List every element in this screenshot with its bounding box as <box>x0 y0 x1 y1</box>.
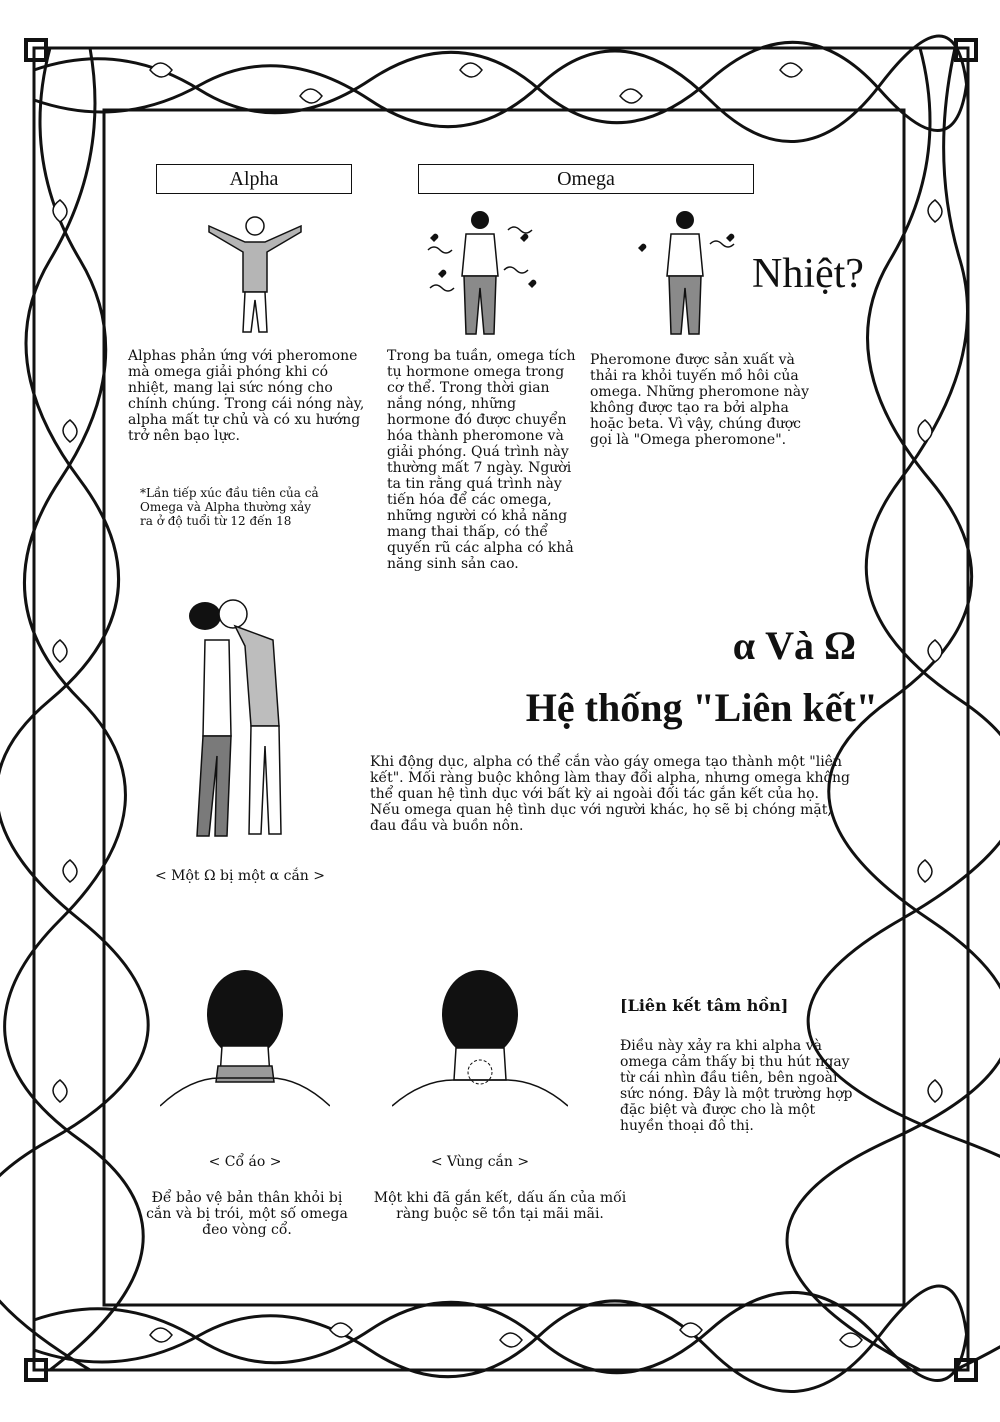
heat-title: Nhiệt? <box>752 251 864 297</box>
omega-figure-hearts <box>420 208 540 338</box>
omega-figure <box>630 208 740 338</box>
alpha-heat-text: Alphas phản ứng với pheromone mà omega giải phóng khi có nhiệt, mang lại sức nóng cho chính chúng. Trong cái nóng này, alpha mất tự chủ và có xu hướng trở nên bạo lực. <box>128 348 365 444</box>
bite-area-caption: < Vùng cắn > <box>430 1154 530 1170</box>
bite-area-text: Một khi đã gắn kết, dấu ấn của mối ràng buộc sẽ tồn tại mãi mãi. <box>373 1190 627 1222</box>
pheromone-text: Pheromone được sản xuất và thải ra khỏi tuyến mồ hôi của omega. Những pheromone này không được tạo ra bởi alpha hoặc beta. Vì vậy, chúng được gọi là "Omega pheromone". <box>590 352 810 448</box>
collar-neck-figure <box>160 966 330 1108</box>
soul-bond-title: [Liên kết tâm hồn] <box>620 996 789 1015</box>
collar-caption: < Cổ áo > <box>208 1154 282 1170</box>
alpha-figure <box>205 212 305 338</box>
bond-title-symbols: α Và Ω <box>732 623 856 668</box>
alpha-label: Alpha <box>156 164 352 194</box>
collar-text: Để bảo vệ bản thân khỏi bị cắn và bị trói, một số omega đeo vòng cổ. <box>146 1190 348 1238</box>
bite-caption: < Một Ω bị một α cắn > <box>154 868 326 884</box>
bite-figures <box>185 596 295 846</box>
bond-title: Hệ thống "Liên kết" <box>525 685 878 730</box>
first-contact-note: *Lần tiếp xúc đầu tiên của cả Omega và Alpha thường xảy ra ở độ tuổi từ 12 đến 18 <box>140 486 319 528</box>
soul-bond-text: Điều này xảy ra khi alpha và omega cảm thấy bị thu hút ngay từ cái nhìn đầu tiên, bên ngoài sức nóng. Đây là một trường hợp đặc biệt và được cho là một huyền thoại đô thị. <box>620 1038 853 1134</box>
bite-area-neck-figure <box>392 966 568 1108</box>
bond-text: Khi động dục, alpha có thể cắn vào gáy omega tạo thành một "liên kết". Mối ràng buộc không làm thay đổi alpha, nhưng omega không thể quan hệ tình dục với bất kỳ ai ngoài đối tác gắn kết của họ. Nếu omega quan hệ tình dục với người khác, họ sẽ bị chóng mặt, đau đầu và buồn nôn. <box>370 754 850 834</box>
omega-heat-text: Trong ba tuần, omega tích tụ hormone omega trong cơ thể. Trong thời gian nắng nóng, những hormone đó được chuyển hóa thành pheromone và giải phóng. Quá trình này thường mất 7 ngày. Người ta tin rằng quá trình này tiến hóa để các omega, những người có khả năng mang thai thấp, có thể quyến rũ các alpha có khả năng sinh sản cao. <box>387 348 576 572</box>
omega-label: Omega <box>418 164 754 194</box>
